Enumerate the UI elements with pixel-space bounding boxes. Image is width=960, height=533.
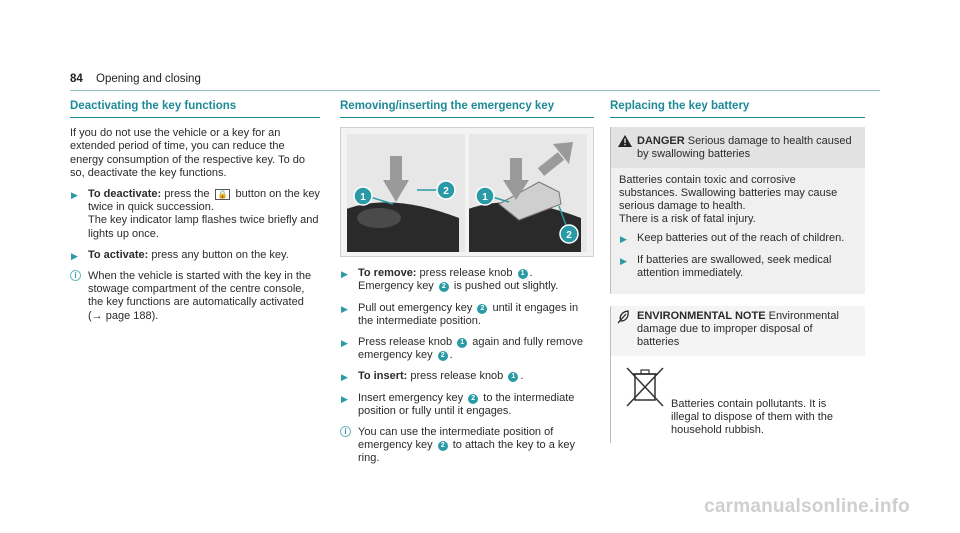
environmental-box <box>610 306 865 443</box>
emergency-key-figure <box>340 127 594 257</box>
play-arrow-icon: ▶ <box>341 338 348 349</box>
play-arrow-icon: ▶ <box>620 255 627 266</box>
play-arrow-icon: ▶ <box>341 393 348 404</box>
environmental-body <box>611 356 865 444</box>
crossed-bin-icon <box>623 364 667 408</box>
warning-triangle-icon <box>618 135 632 147</box>
badge-1: 1 <box>457 338 467 348</box>
watermark: carmanualsonline.info <box>704 496 910 517</box>
figure-label-2: 2 <box>566 230 572 242</box>
heading-deactivating: Deactivating the key functions <box>70 100 320 118</box>
environmental-header: ENVIRONMENTAL NOTE Environmental damage due to improper disposal of batteries <box>611 306 865 356</box>
step-activate: ▶ To activate: press any button on the key. <box>70 249 320 262</box>
leaf-icon <box>617 310 631 324</box>
note-autoactivate: i When the vehicle is started with the key in the stowage compartment of the centre console, the key functions are automatically activated (→ page 188). <box>70 270 320 323</box>
play-arrow-icon: ▶ <box>71 250 78 261</box>
info-icon: i <box>340 426 351 437</box>
badge-2: 2 <box>468 394 478 404</box>
note-key-ring: i You can use the intermediate position of emergency key 2 to attach the key to a key ring. <box>340 426 594 466</box>
section-title: Opening and closing <box>96 73 201 85</box>
figure-label-1: 1 <box>360 192 366 204</box>
column-emergency-key <box>340 100 594 474</box>
column-deactivating <box>70 100 320 331</box>
play-arrow-icon: ▶ <box>341 303 348 314</box>
step-pull-out: ▶ Pull out emergency key 2 until it engages in the intermediate position. <box>341 301 579 327</box>
badge-2: 2 <box>477 304 487 314</box>
danger-step-children: ▶ Keep batteries out of the reach of children. <box>619 232 857 245</box>
danger-header: DANGER Serious damage to health caused by swallowing batteries <box>611 127 865 167</box>
play-arrow-icon: ▶ <box>341 269 348 280</box>
step-deactivate: ▶ To deactivate: press the 🔒 button on the key twice in quick succession. The key indicator lamp flashes twice briefly and lights up once. <box>71 188 320 240</box>
heading-emergency-key: Removing/inserting the emergency key <box>340 100 594 118</box>
page-number: 84 <box>70 73 83 85</box>
badge-2: 2 <box>438 441 448 451</box>
column-battery <box>610 100 865 443</box>
info-icon: i <box>70 270 81 281</box>
header-rule <box>70 90 880 91</box>
danger-step-swallowed: ▶ If batteries are swallowed, seek medical attention immediately. <box>620 253 832 279</box>
badge-2: 2 <box>438 351 448 361</box>
danger-box <box>610 127 865 294</box>
step-insert: ▶ To insert: press release knob 1 . <box>340 370 594 383</box>
lock-key-icon: 🔒 <box>215 189 231 200</box>
step-press-again: ▶ Press release knob 1 again and fully remove emergency key 2 . <box>341 336 583 362</box>
badge-2: 2 <box>439 282 449 292</box>
step-insert-key: ▶ Insert emergency key 2 to the intermediate position or fully until it engages. <box>341 391 575 417</box>
figure-label-1: 1 <box>482 192 488 204</box>
badge-1: 1 <box>518 269 528 279</box>
play-arrow-icon: ▶ <box>71 190 78 201</box>
play-arrow-icon: ▶ <box>341 372 348 383</box>
environmental-text: Batteries contain pollutants. It is illegal to dispose of them with the household rubbish. <box>671 397 834 437</box>
badge-1: 1 <box>508 372 518 382</box>
step-remove: ▶ To remove: press release knob 1 . Emergency key 2 is pushed out slightly. <box>341 267 559 293</box>
figure-panel-remove <box>469 134 587 252</box>
heading-battery: Replacing the key battery <box>610 100 865 118</box>
page-header <box>70 73 201 86</box>
play-arrow-icon: ▶ <box>620 234 627 245</box>
danger-body: Batteries contain toxic and corrosive substances. Swallowing batteries may cause serious damage to health. There is a risk of fatal injury. ▶ Keep batteries out of the reach of children. ▶ If batteries are swallowed, seek medical attention immediately. <box>611 168 865 294</box>
figure-label-2: 2 <box>443 186 449 198</box>
intro-text: If you do not use the vehicle or a key for an extended period of time, you can reduce the energy consumption of the respective key. To do so, deactivate the key functions. <box>70 127 306 179</box>
figure-panel-press <box>347 134 465 252</box>
